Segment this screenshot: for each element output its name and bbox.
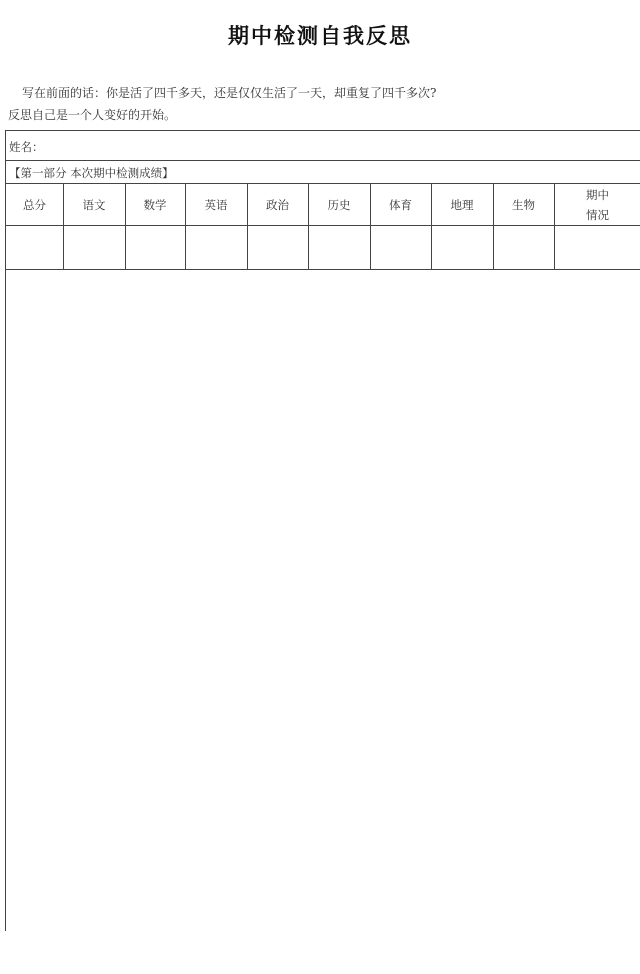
score-header-8: 生物 xyxy=(512,198,535,212)
grid-line xyxy=(6,183,640,184)
score-header-6: 体育 xyxy=(389,198,412,212)
part1-header: 【第一部分 本次期中检测成绩】 xyxy=(9,166,174,180)
score-header-midterm: 期中 情况 xyxy=(586,188,609,222)
score-header-2: 数学 xyxy=(143,198,167,212)
score-header-4: 政治 xyxy=(266,198,289,212)
score-header-3: 英语 xyxy=(204,198,228,212)
score-cell[interactable] xyxy=(7,226,640,268)
score-header-1: 语文 xyxy=(82,198,106,212)
score-header-7: 地理 xyxy=(450,198,474,212)
page-title: 期中检测自我反思 xyxy=(228,24,412,48)
grid-line xyxy=(6,160,640,161)
name-label: 姓名： xyxy=(9,140,44,154)
score-header-0: 总分 xyxy=(23,198,46,212)
preface-line-1: 写在前面的话：你是活了四千多天，还是仅仅生活了一天，却重复了四千多次? xyxy=(22,86,437,100)
score-header-5: 历史 xyxy=(327,198,351,212)
preface-line-2: 反思自己是一个人变好的开始。 xyxy=(8,108,177,122)
reflection-sheet xyxy=(5,130,640,931)
grid-line xyxy=(6,269,640,270)
